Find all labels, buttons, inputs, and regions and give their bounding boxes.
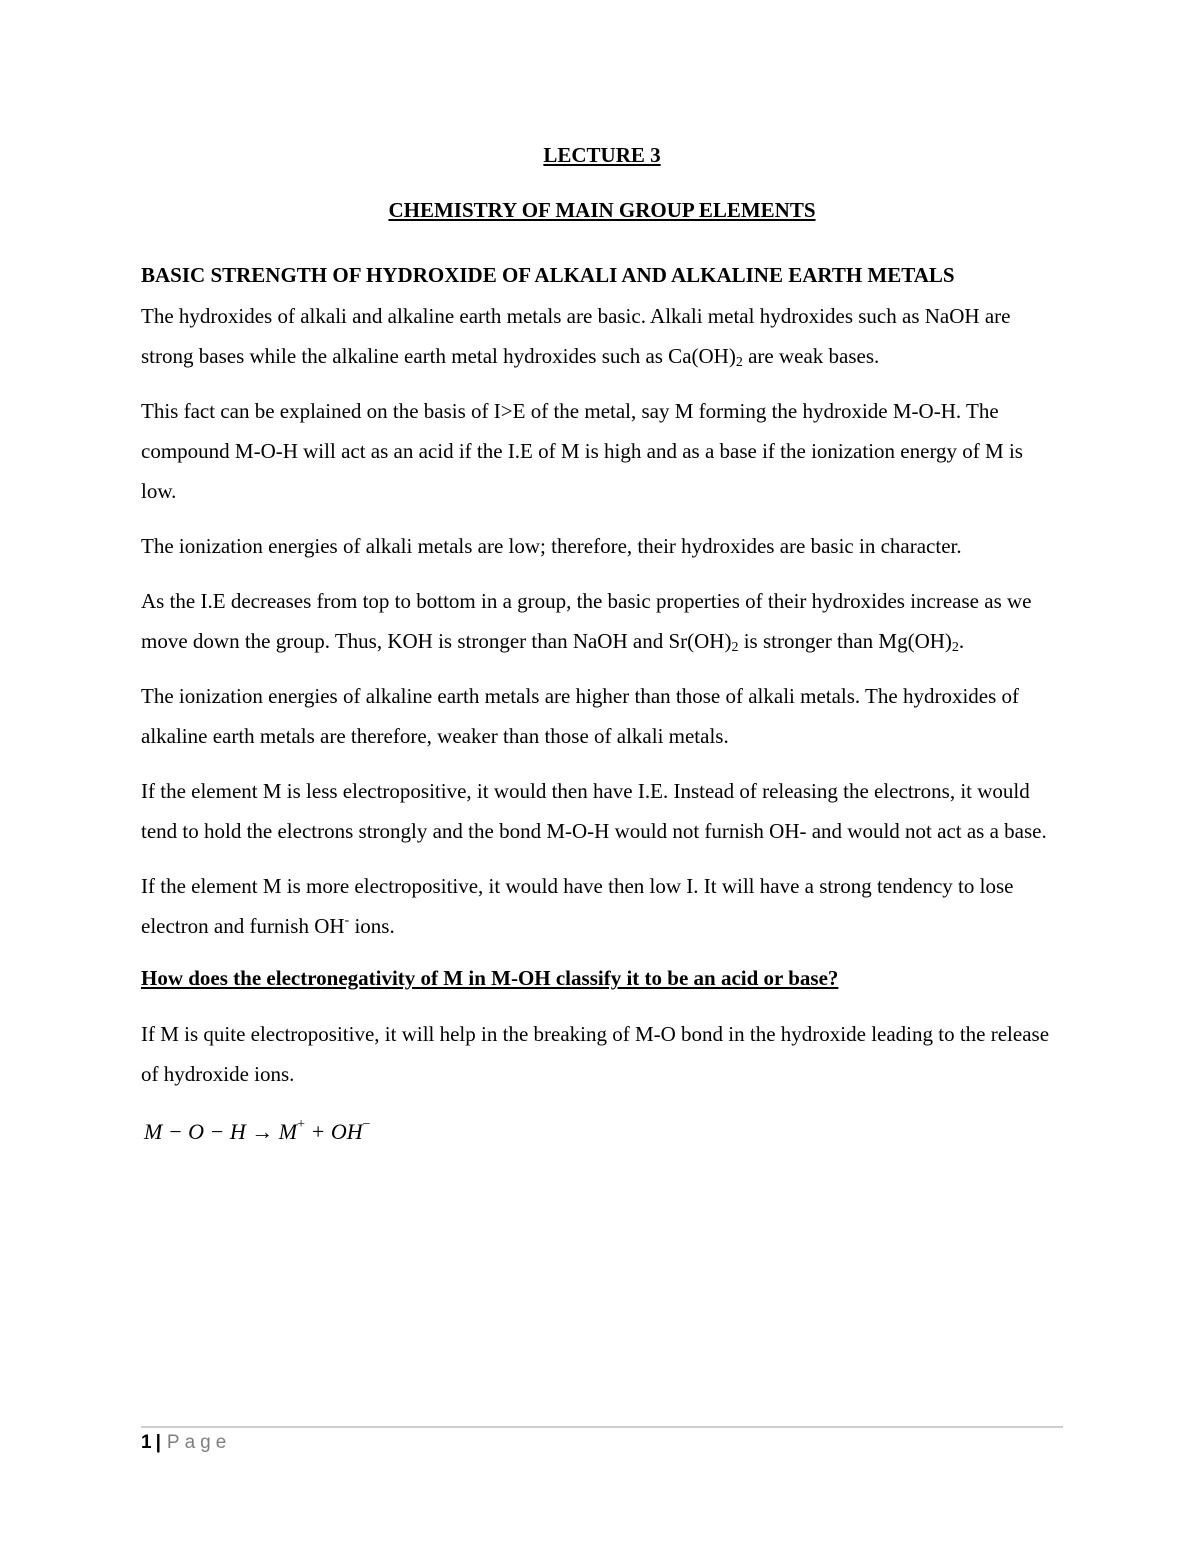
paragraph-less-electropositive: If the element M is less electropositive, it would then have I.E. Instead of releasing the electrons, it would tend to hold the electrons strongly and the bond M-O-H would not furnish OH- and would not act as a base.	[141, 779, 1047, 843]
lecture-title: LECTURE 3	[543, 143, 661, 167]
subscript: 2	[951, 640, 959, 655]
text-span: If the element M is more electropositive, it would have then low I. It will have a strong tendency to lose electron and furnish OH	[141, 874, 1014, 938]
footer-separator: |	[155, 1432, 161, 1453]
text-span: is stronger than Mg(OH)	[738, 629, 952, 653]
course-title: CHEMISTRY OF MAIN GROUP ELEMENTS	[388, 198, 816, 222]
text-span: The hydroxides of alkali and alkaline earth metals are basic. Alkali metal hydroxides such as NaOH are strong bases while the alkaline earth metal hydroxides such as Ca(OH)	[141, 304, 1011, 368]
text-span: ions.	[349, 914, 395, 938]
equation-lhs: M − O − H → M	[144, 1119, 298, 1144]
page-label: Page	[166, 1432, 232, 1453]
page-number: 1	[141, 1432, 152, 1453]
text-span: As the I.E decreases from top to bottom in a group, the basic properties of their hydroxides increase as we move down the group. Thus, KOH is stronger than NaOH and Sr(OH)	[141, 589, 1032, 653]
dissociation-equation	[141, 1112, 1063, 1152]
paragraph-group-trend	[141, 581, 1063, 661]
text-span: are weak bases.	[742, 344, 880, 368]
paragraph-alkaline-earth-comparison: The ionization energies of alkaline earth metals are higher than those of alkali metals. The hydroxides of alkaline earth metals are therefore, weaker than those of alkali metals.	[141, 684, 1020, 748]
footer-divider	[141, 1426, 1063, 1428]
text-span: .	[958, 629, 965, 653]
subscript: 2	[735, 355, 743, 370]
paragraph-electropositive-release: If M is quite electropositive, it will help in the breaking of M-O bond in the hydroxide leading to the release of hydroxide ions.	[141, 1022, 1050, 1086]
equation-rhs: + OH	[305, 1119, 363, 1144]
superscript: -	[344, 913, 350, 928]
page-footer	[141, 1432, 231, 1454]
question-heading: How does the electronegativity of M in M-OH classify it to be an acid or base?	[141, 966, 839, 990]
paragraph-more-electropositive	[141, 866, 1063, 946]
section-heading: BASIC STRENGTH OF HYDROXIDE OF ALKALI AND ALKALINE EARTH METALS	[141, 263, 955, 287]
subscript: 2	[731, 640, 739, 655]
paragraph-ionization-explanation: This fact can be explained on the basis of I>E of the metal, say M forming the hydroxide M-O-H. The compound M-O-H will act as an acid if the I.E of M is high and as a base if the ionization energy of M is low.	[141, 399, 1023, 503]
paragraph-alkali-low-ie: The ionization energies of alkali metals are low; therefore, their hydroxides are basic in character.	[141, 534, 962, 558]
equation-charge-minus: −	[362, 1117, 371, 1132]
paragraph-hydroxides-basic	[141, 296, 1063, 376]
page-content	[141, 138, 1063, 1152]
equation-charge-plus: +	[297, 1117, 306, 1132]
